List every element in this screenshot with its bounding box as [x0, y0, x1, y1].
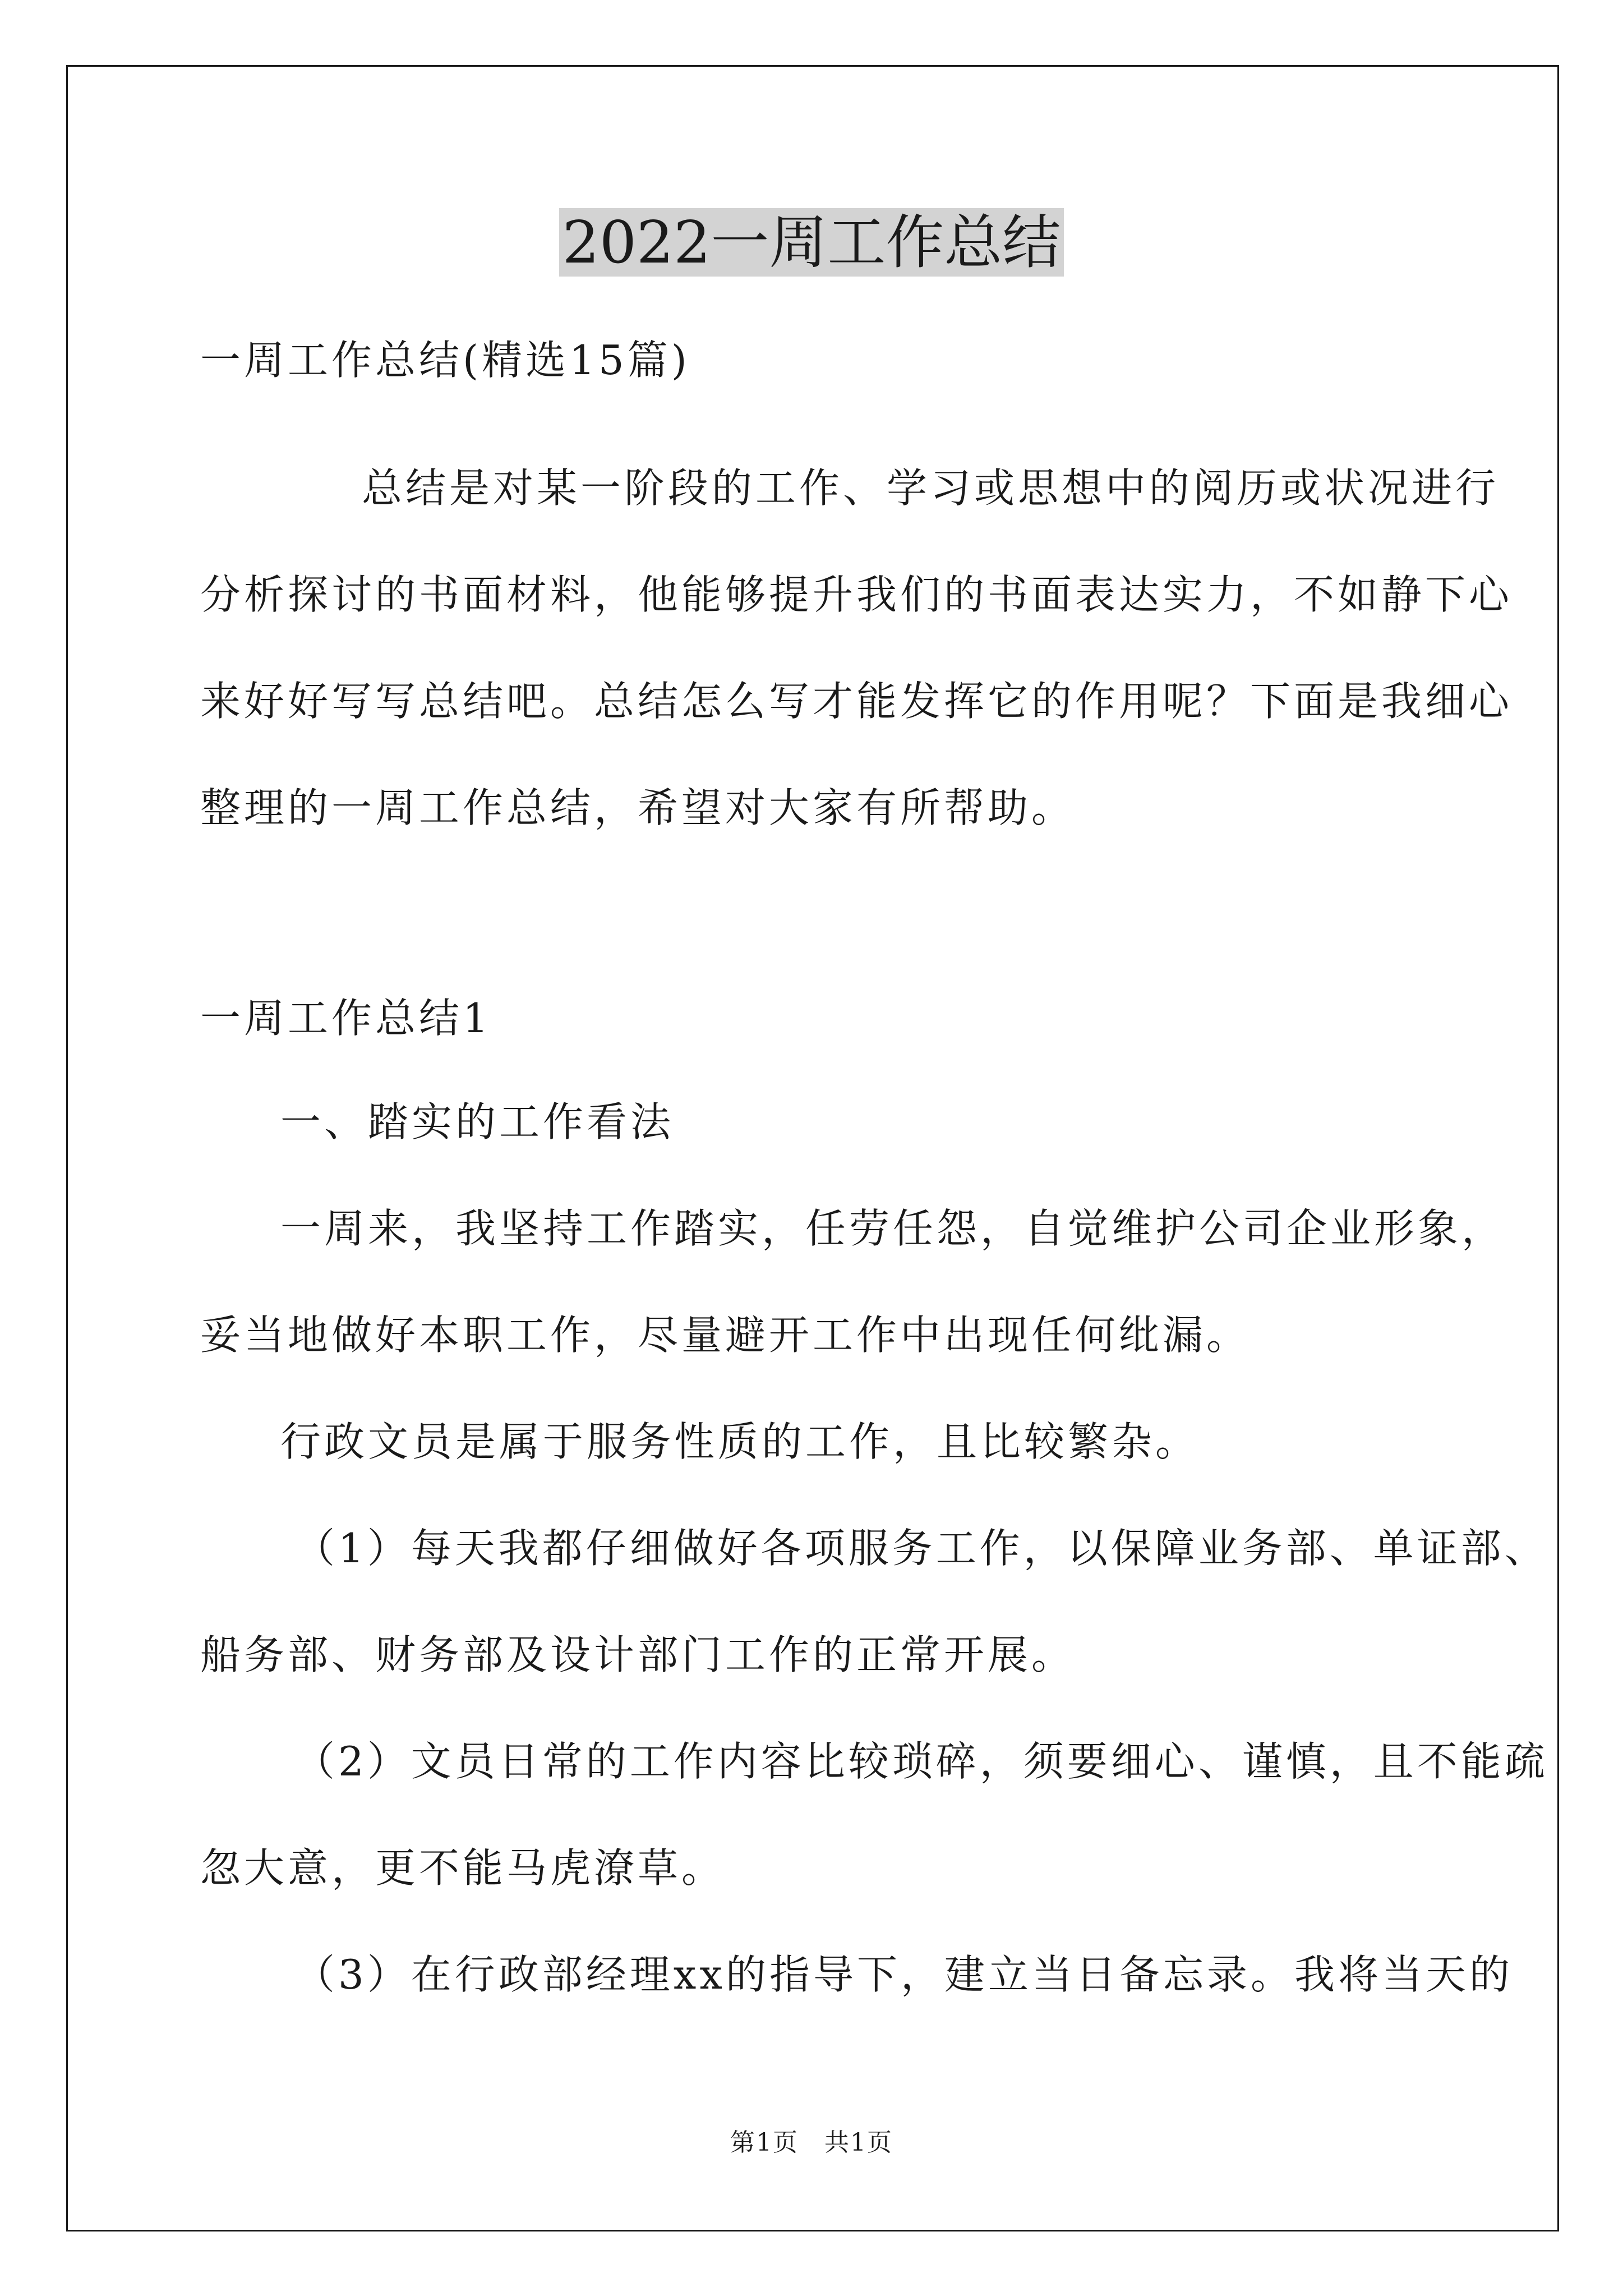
list-item-line: （3）在行政部经理xx的指导下，建立当日备忘录。我将当天的 — [294, 1951, 1514, 1998]
document-title — [0, 203, 1623, 282]
list-item-line: 船务部、财务部及设计部门工作的正常开展。 — [200, 1631, 1076, 1678]
paragraph-line: 整理的一周工作总结，希望对大家有所帮助。 — [200, 784, 1076, 831]
page-footer: 第1页 共1页 — [730, 2128, 893, 2157]
paragraph-line: 行政文员是属于服务性质的工作，且比较繁杂。 — [280, 1418, 1200, 1465]
paragraph-line: 一周来，我坚持工作踏实，任劳任怨，自觉维护公司企业形象， — [280, 1205, 1506, 1252]
list-item-line: （1）每天我都仔细做好各项服务工作，以保障业务部、单证部、 — [294, 1525, 1548, 1572]
paragraph-line: 分析探讨的书面材料，他能够提升我们的书面表达实力，不如静下心 — [200, 571, 1513, 618]
list-item-line: 忽大意，更不能马虎潦草。 — [200, 1844, 726, 1892]
subtitle-line: 一周工作总结(精选15篇) — [200, 337, 690, 384]
list-item-line: （2）文员日常的工作内容比较琐碎，须要细心、谨慎，且不能疏 — [294, 1738, 1548, 1785]
paragraph-line: 来好好写写总结吧。总结怎么写才能发挥它的作用呢？下面是我细心 — [200, 678, 1513, 725]
document-title-text: 2022一周工作总结 — [559, 208, 1064, 277]
paragraph-line: 妥当地做好本职工作，尽量避开工作中出现任何纰漏。 — [200, 1312, 1251, 1359]
paragraph-line: 总结是对某一阶段的工作、学习或思想中的阅历或状况进行 — [362, 464, 1500, 512]
section-heading: 一周工作总结1 — [200, 995, 492, 1042]
subsection-heading: 一、踏实的工作看法 — [280, 1098, 675, 1145]
